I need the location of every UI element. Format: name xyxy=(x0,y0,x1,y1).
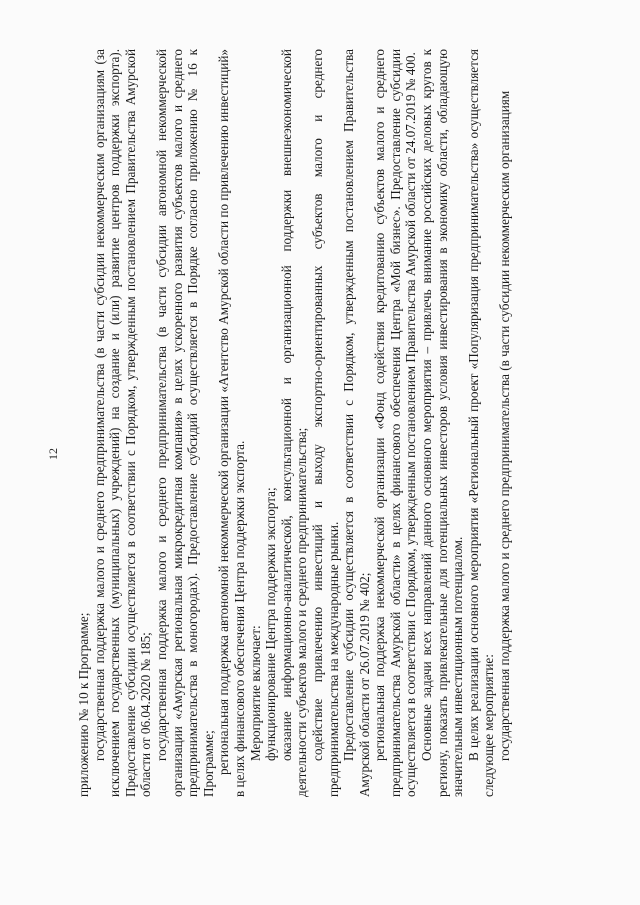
paragraph-5: Мероприятие включает: xyxy=(247,625,263,761)
document-body xyxy=(76,49,513,797)
paragraph-2: государственная поддержка малого и среднего предпринимательства (в части субсидии некоммерческим организациям (за исключением государственных (муниципальных) учреждений) на создание и (или) развитие центров поддержки экспорта). Предоставление субсидии осуществляется в соответствии с Порядком, утвержденным постановлением Правительства Амурской области от 06.04.2020 № 185; xyxy=(91,49,154,797)
paragraph-3: государственная поддержка малого и среднего предпринимательства (в части субсидии автономной некоммерческой организации «Амурская региональная микрокредитная компания» в целях ускоренного развития субъектов малого и среднего предпринимательства в моногородах). Предоставление субсидий осуществляется в Порядке согласно приложению № 16 к Программе; xyxy=(153,49,216,797)
paragraph-1: приложению № 10 к Программе; xyxy=(76,612,91,797)
paragraph-11: Основные задачи всех направлений данного основного мероприятия – привлечь внимание российских деловых кругов к региону, показать привлекательные для потенциальных инвесторов условия инвестирования в экономику области, обладающую значительным инвестиционным потенциалом. xyxy=(419,49,466,797)
paragraph-4: региональная поддержка автономной некоммерческой организации «Агентство Амурской области по привлечению инвестиций» в целях финансового обеспечения Центра поддержки экспорта. xyxy=(216,49,247,797)
paragraph-13: государственная поддержка малого и среднего предпринимательства (в части субсидии некоммерческим организациям xyxy=(497,90,513,761)
page-number: 12 xyxy=(46,448,60,460)
paragraph-9: Предоставление субсидии осуществляется в соответствии с Порядком, утвержденным постановлением Правительства Амурской области от 26.07.2019 № 402; xyxy=(341,49,372,797)
paragraph-8: содействие привлечению инвестиций и выходу экспортно-ориентированных субъектов малого и среднего предпринимательства на международные рынки. xyxy=(309,49,341,797)
paragraph-6: функционирование Центра поддержки экспорта; xyxy=(263,487,279,761)
paragraph-10: региональная поддержка некоммерческой организации «Фонд содействия кредитованию субъектов малого и среднего предпринимательства Амурской области» в целях финансового обеспечения Центра «Мой бизнес». Предоставление субсидии осуществляется в соответствии с Порядком, утвержденным постановлением Правительства Амурской области от 24.07.2019 № 400. xyxy=(372,49,419,797)
paragraph-7: оказание информационно-аналитической, консультационной и организационной поддержки внешнеэкономической деятельности субъектов малого и среднего предпринимательства; xyxy=(278,49,310,797)
paragraph-12: В целях реализации основного мероприятия «Региональный проект «Популяризация предпринимательства» осуществляется следующее мероприятие: xyxy=(465,49,497,797)
